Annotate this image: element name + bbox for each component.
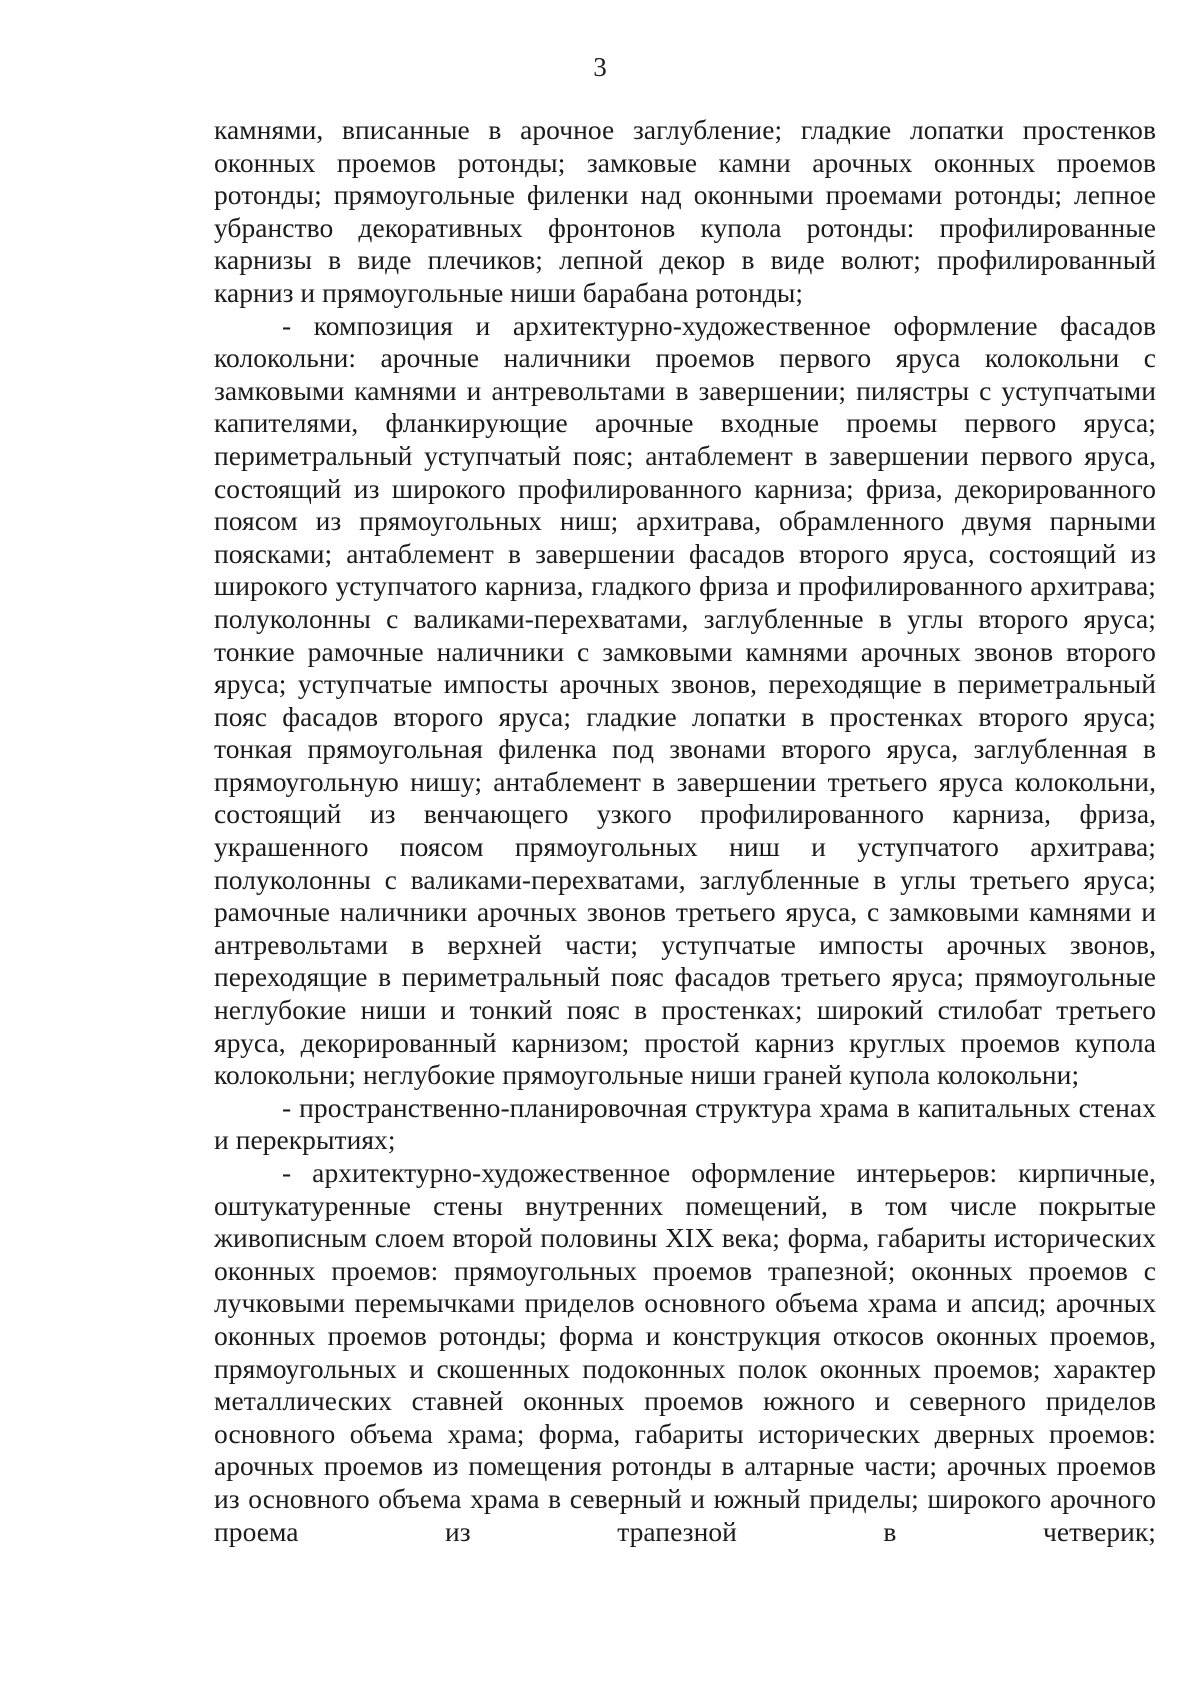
paragraph-bell-tower-facades: - композиция и архитектурно-художественное оформление фасадов колокольни: арочные наличники проемов первого яруса колокольни с замковыми камнями и антревольтами в завершении; пилястры с уступчатыми капителями, фланкирующие арочные входные проемы первого яруса; периметральный уступчатый пояс; антаблемент в завершении первого яруса, состоящий из широкого профилированного карниза; фриза, декорированного поясом из прямоугольных ниш; архитрава, обрамленного двумя парными поясками; антаблемент в завершении фасадов второго яруса, состоящий из широкого уступчатого карниза, гладкого фриза и профилированного архитрава; полуколонны с валиками-перехватами, заглубленные в углы второго яруса; тонкие рамочные наличники с замковыми камнями арочных звонов второго яруса; уступчатые импосты арочных звонов, переходящие в периметральный пояс фасадов второго яруса; гладкие лопатки в простенках второго яруса; тонкая прямоугольная филенка под звонами второго яруса, заглубленная в прямоугольную нишу; антаблемент в завершении третьего яруса колокольни, состоящий из венчающего узкого профилированного карниза, фриза, украшенного поясом прямоугольных ниш и уступчатого архитрава; полуколонны с валиками-перехватами, заглубленные в углы третьего яруса; рамочные наличники арочных звонов третьего яруса, с замковыми камнями и антревольтами в верхней части; уступчатые импосты арочных звонов, переходящие в периметральный пояс фасадов третьего яруса; прямоугольные неглубокие ниши и тонкий пояс в простенках; широкий стилобат третьего яруса, декорированный карнизом; простой карниз круглых проемов купола колокольни; неглубокие прямоугольные ниши граней купола колокольни; (214, 309, 1156, 1091)
page-body (214, 114, 1156, 1548)
page-number: 3 (593, 52, 607, 82)
paragraph-continuation: камнями, вписанные в арочное заглубление; гладкие лопатки простенков оконных проемов ротонды; замковые камни арочных оконных проемов ротонды; прямоугольные филенки над оконными проемами ротонды; лепное убранство декоративных фронтонов купола ротонды: профилированные карнизы в виде плечиков; лепной декор в виде волют; профилированный карниз и прямоугольные ниши барабана ротонды; (214, 114, 1156, 308)
paragraph-spatial-structure: - пространственно-планировочная структура храма в капитальных стенах и перекрытиях; (214, 1091, 1156, 1156)
paragraph-interiors: - архитектурно-художественное оформление интерьеров: кирпичные, оштукатуренные стены внутренних помещений, в том числе покрытые живописным слоем второй половины XIX века; форма, габариты исторических оконных проемов: прямоугольных проемов трапезной; оконных проемов с лучковыми перемычками приделов основного объема храма и апсид; арочных оконных проемов ротонды; форма и конструкция откосов оконных проемов, прямоугольных и скошенных подоконных полок оконных проемов; характер металлических ставней оконных проемов южного и северного приделов основного объема храма; форма, габариты исторических дверных проемов: арочных проемов из помещения ротонды в алтарные части; арочных проемов из основного объема храма в северный и южный приделы; широкого арочного проема из трапезной в четверик; (214, 1157, 1156, 1547)
